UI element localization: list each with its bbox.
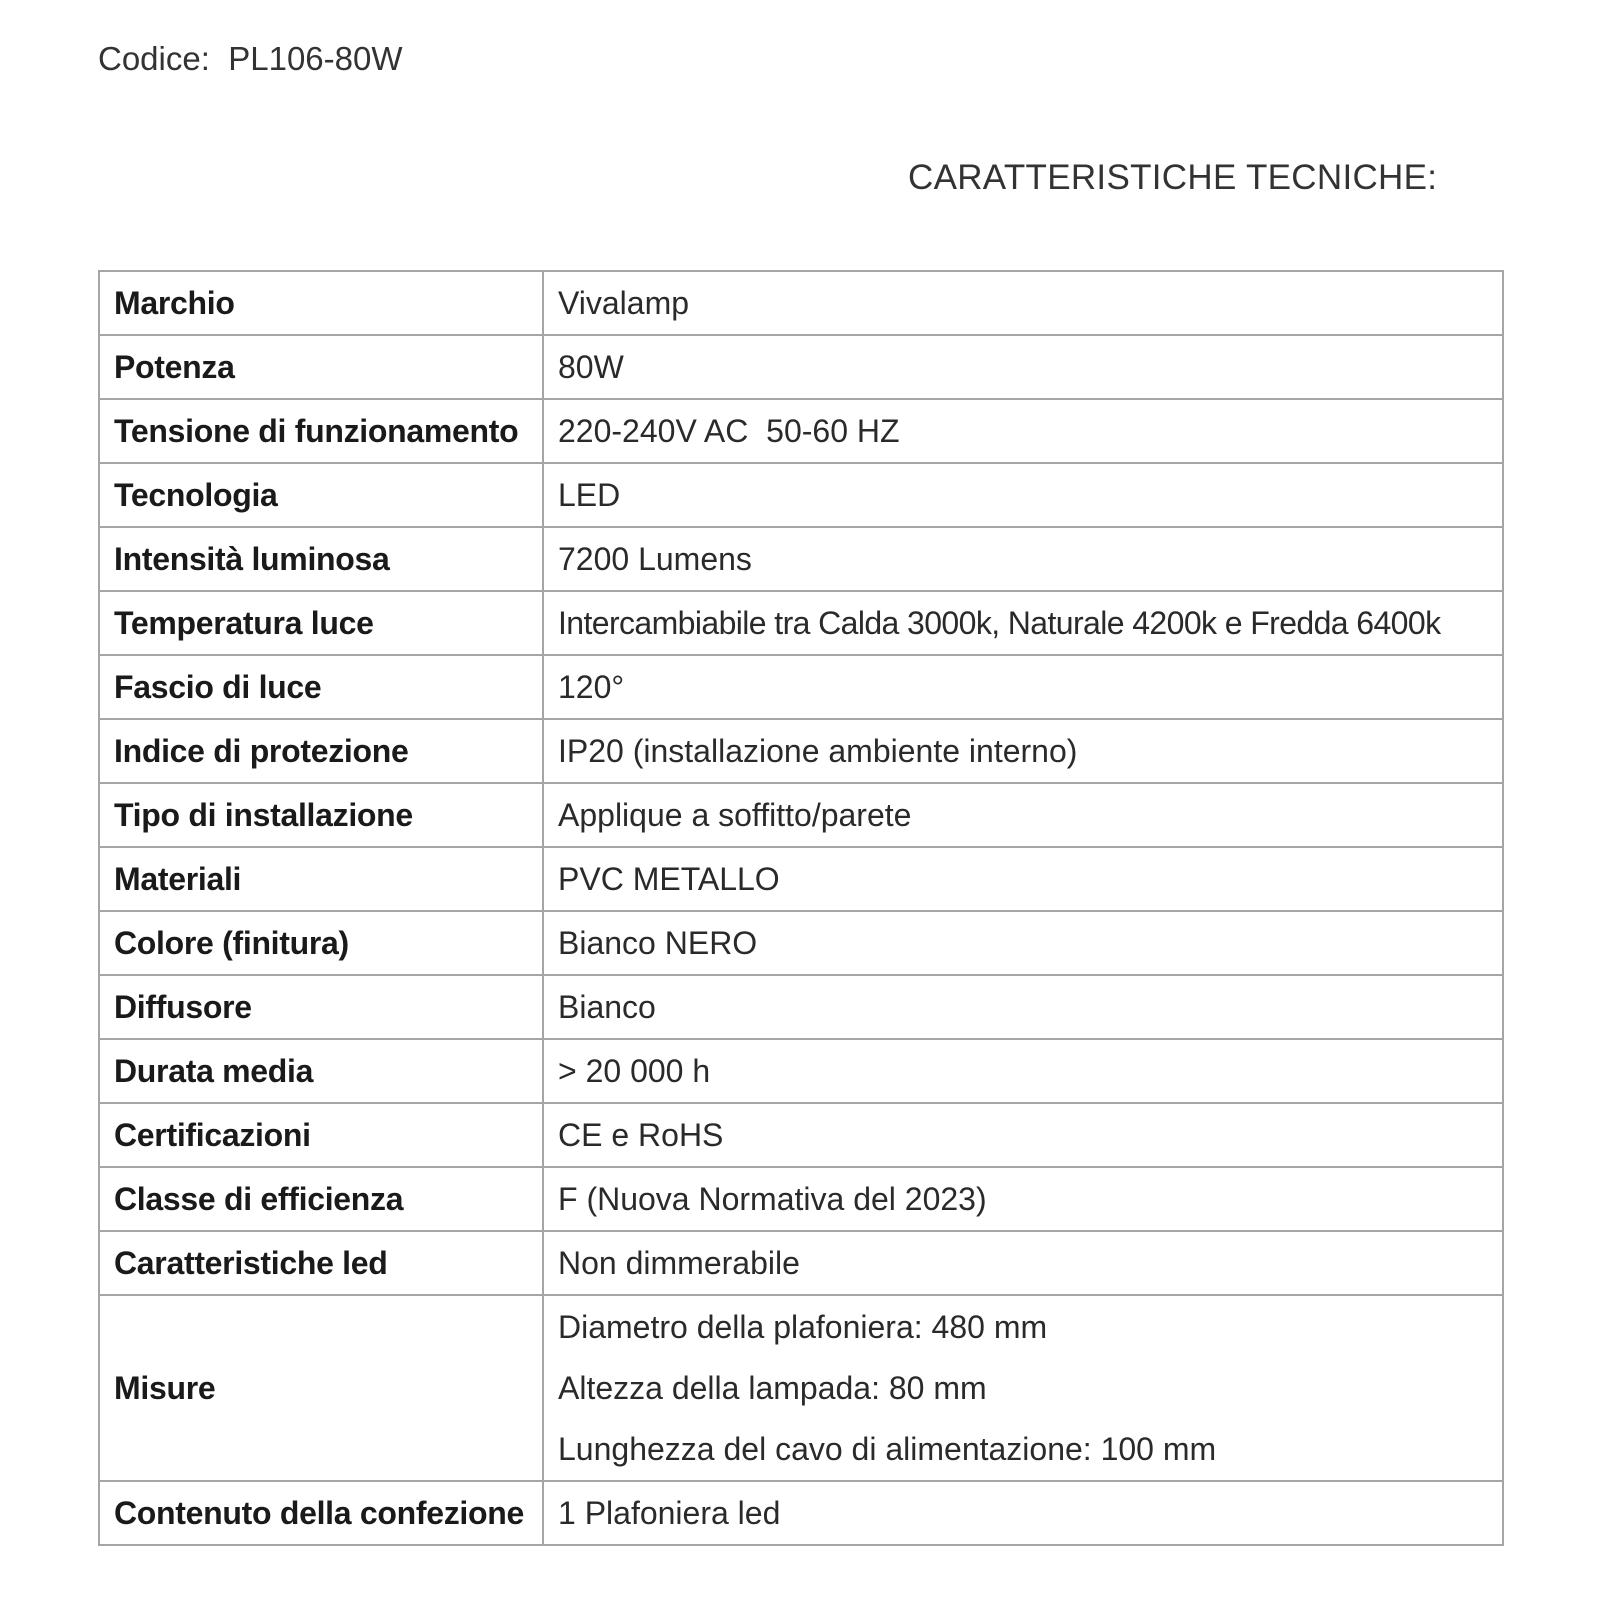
spec-label: Tecnologia: [99, 463, 543, 527]
table-row: [99, 1039, 1503, 1103]
table-row: [99, 399, 1503, 463]
spec-value: 120°: [543, 655, 1503, 719]
spec-label: Colore (finitura): [99, 911, 543, 975]
spec-value: 220-240V AC 50-60 HZ: [543, 399, 1503, 463]
table-row: [99, 975, 1503, 1039]
table-row: [99, 527, 1503, 591]
table-row: [99, 719, 1503, 783]
spec-label: Diffusore: [99, 975, 543, 1039]
spec-value: 7200 Lumens: [543, 527, 1503, 591]
spec-value: F (Nuova Normativa del 2023): [543, 1167, 1503, 1231]
spec-value: CE e RoHS: [543, 1103, 1503, 1167]
spec-label: Intensità luminosa: [99, 527, 543, 591]
spec-label: Durata media: [99, 1039, 543, 1103]
spec-value-multiline: [543, 1295, 1503, 1481]
spec-label: Caratteristiche led: [99, 1231, 543, 1295]
spec-value: PVC METALLO: [543, 847, 1503, 911]
spec-label: Temperatura luce: [99, 591, 543, 655]
table-row: [99, 1231, 1503, 1295]
spec-value: Bianco NERO: [543, 911, 1503, 975]
section-title: CARATTERISTICHE TECNICHE:: [908, 158, 1438, 197]
spec-label: Tensione di funzionamento: [99, 399, 543, 463]
table-row: [99, 1103, 1503, 1167]
table-row: [99, 847, 1503, 911]
table-row: [99, 783, 1503, 847]
product-code: [98, 40, 403, 78]
spec-label: Misure: [99, 1295, 543, 1481]
spec-value: > 20 000 h: [543, 1039, 1503, 1103]
spec-label: Certificazioni: [99, 1103, 543, 1167]
table-row: [99, 655, 1503, 719]
spec-value: Bianco: [543, 975, 1503, 1039]
table-row-misure: [99, 1295, 1503, 1481]
spec-table: [98, 270, 1504, 1546]
spec-label: Fascio di luce: [99, 655, 543, 719]
table-row: [99, 1481, 1503, 1545]
spec-value: 80W: [543, 335, 1503, 399]
spec-label: Classe di efficienza: [99, 1167, 543, 1231]
misure-line-diameter: Diametro della plafoniera: 480 mm: [558, 1308, 1048, 1345]
spec-label: Marchio: [99, 271, 543, 335]
spec-value: IP20 (installazione ambiente interno): [543, 719, 1503, 783]
misure-line-cable: Lunghezza del cavo di alimentazione: 100 mm: [558, 1430, 1217, 1467]
spec-label: Indice di protezione: [99, 719, 543, 783]
spec-label: Contenuto della confezione: [99, 1481, 543, 1545]
table-row: [99, 271, 1503, 335]
spec-label: Materiali: [99, 847, 543, 911]
spec-value: Applique a soffitto/parete: [543, 783, 1503, 847]
product-code-label: Codice:: [98, 40, 210, 77]
table-row: [99, 463, 1503, 527]
table-row: [99, 335, 1503, 399]
spec-value: Non dimmerabile: [543, 1231, 1503, 1295]
spec-value: LED: [543, 463, 1503, 527]
spec-value: Intercambiabile tra Calda 3000k, Naturale 4200k e Fredda 6400k: [543, 591, 1503, 655]
table-row: [99, 911, 1503, 975]
spec-label: Tipo di installazione: [99, 783, 543, 847]
spec-value: Vivalamp: [543, 271, 1503, 335]
spec-label: Potenza: [99, 335, 543, 399]
table-row: [99, 1167, 1503, 1231]
table-row: [99, 591, 1503, 655]
product-code-value: PL106-80W: [228, 40, 403, 77]
misure-line-height: Altezza della lampada: 80 mm: [558, 1369, 987, 1406]
spec-value: 1 Plafoniera led: [543, 1481, 1503, 1545]
